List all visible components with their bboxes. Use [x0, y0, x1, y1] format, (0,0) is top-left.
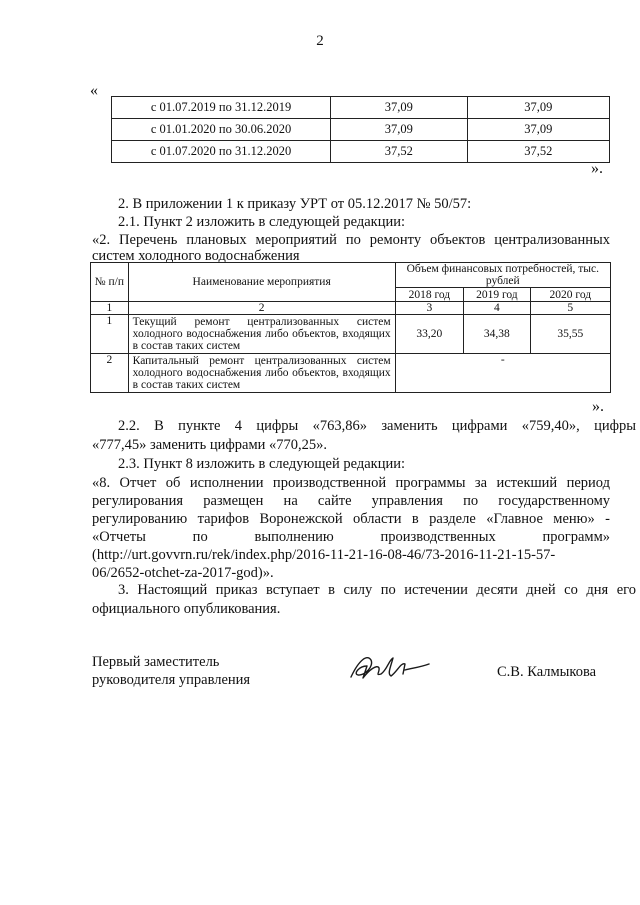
quote-close: ». [592, 398, 604, 415]
quote-open: « [90, 82, 98, 99]
paragraph-8-line: «Отчеты по выполнению производственных программ» [92, 529, 610, 545]
table-row [91, 354, 611, 393]
value-cell: 35,55 [530, 315, 610, 354]
header-year: 2019 год [464, 288, 531, 302]
index-cell: 3 [395, 302, 463, 315]
paragraph-3-cont: официального опубликования. [92, 601, 281, 617]
header-num: № п/п [91, 263, 129, 302]
header-year: 2018 год [395, 288, 463, 302]
value-cell: 37,52 [467, 141, 609, 163]
index-cell: 2 [128, 302, 395, 315]
paragraph-2-2-cont: «777,45» заменить цифрами «770,25». [92, 437, 328, 453]
value-cell: 37,09 [331, 97, 467, 119]
row-num: 2 [91, 354, 129, 393]
period-cell: с 01.07.2020 по 31.12.2020 [112, 141, 331, 163]
paragraph-8-line: «8. Отчет об исполнении производственной программы за истекший период [92, 475, 610, 491]
paragraph-3: 3. Настоящий приказ вступает в силу по истечении десяти дней со дня его [118, 582, 636, 598]
paragraph-8-url: 06/2652-otchet-za-2017-god)». [92, 565, 274, 581]
paragraph-8-url: (http://urt.govvrn.ru/rek/index.php/2016-11-21-16-08-46/73-2016-11-21-15-57- [92, 547, 556, 563]
header-year: 2020 год [530, 288, 610, 302]
table-row [112, 97, 610, 119]
handwritten-signature [345, 650, 435, 686]
value-cell: 37,09 [331, 119, 467, 141]
list-title-line: систем холодного водоснабжения [92, 248, 300, 264]
value-cell: 34,38 [464, 315, 531, 354]
signatory-position [92, 653, 250, 689]
paragraph-2-1: 2.1. Пункт 2 изложить в следующей редакции: [118, 214, 406, 230]
position-line: руководителя управления [92, 672, 251, 688]
row-num: 1 [91, 315, 129, 354]
period-cell: с 01.01.2020 по 30.06.2020 [112, 119, 331, 141]
index-cell: 4 [464, 302, 531, 315]
index-cell: 5 [530, 302, 610, 315]
page-number: 2 [316, 33, 324, 49]
position-line: Первый заместитель [92, 654, 220, 670]
table-row [112, 141, 610, 163]
table-row [91, 315, 611, 354]
value-cell: 37,09 [467, 119, 609, 141]
quote-close: ». [591, 160, 603, 177]
paragraph-8-line: регулированию тарифов Воронежской области в разделе «Главное меню» - [92, 511, 610, 527]
value-cell: 37,52 [331, 141, 467, 163]
value-dash: - [395, 354, 610, 393]
header-financing: Объем финансовых потребностей, тыс. рублей [395, 263, 610, 288]
list-title-line: «2. Перечень плановых мероприятий по ремонту объектов централизованных [92, 232, 610, 248]
repair-plan-table [90, 262, 611, 393]
paragraph-2-2: 2.2. В пункте 4 цифры «763,86» заменить цифрами «759,40», цифры [118, 418, 636, 434]
header-name: Наименование мероприятия [128, 263, 395, 302]
paragraph-2-3: 2.3. Пункт 8 изложить в следующей редакции: [118, 456, 406, 472]
row-name: Капитальный ремонт централизованных систем холодного водоснабжения либо объектов, входящих в состав таких систем [128, 354, 395, 393]
paragraph-2: 2. В приложении 1 к приказу УРТ от 05.12.2017 № 50/57: [118, 196, 472, 212]
period-cell: с 01.07.2019 по 31.12.2019 [112, 97, 331, 119]
table-row [112, 119, 610, 141]
value-cell: 33,20 [395, 315, 463, 354]
signatory-name: С.В. Калмыкова [497, 664, 597, 680]
row-name: Текущий ремонт централизованных систем холодного водоснабжения либо объектов, входящих в состав таких систем [128, 315, 395, 354]
value-cell: 37,09 [467, 97, 609, 119]
index-cell: 1 [91, 302, 129, 315]
paragraph-8-line: регулирования размещен на сайте управления по государственному [92, 493, 610, 509]
tariff-table [111, 96, 610, 163]
